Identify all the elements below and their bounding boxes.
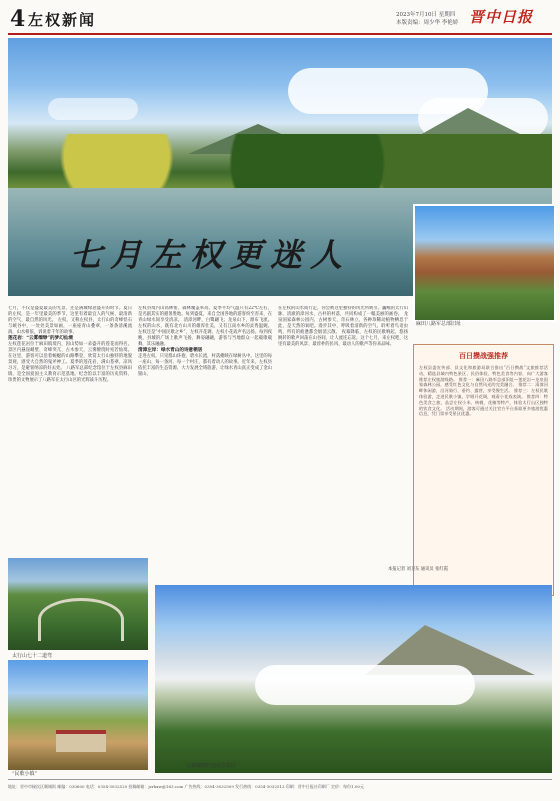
sidebar-title: 百日攒战强推荐 bbox=[459, 351, 508, 360]
photo-caption: 麻田八路军总部旧址 bbox=[416, 321, 462, 327]
footer-info: 地址：晋中市榆次区顺城街 邮编：030600 电话：0354-3032520 投稿邮箱：jzrbxw@163.com 广告热线：0354-3032509 发行热线：0354-3032513 印刷：晋中日报社印刷厂 定价：每份1.00元 bbox=[8, 784, 364, 789]
footer-rule bbox=[8, 779, 552, 780]
article-column-2 bbox=[138, 306, 272, 568]
date-line: 2023年7月10日 星期四 bbox=[396, 12, 456, 18]
photo-memorial bbox=[413, 204, 556, 322]
cloud bbox=[48, 98, 138, 120]
photo-mountain-road bbox=[8, 558, 148, 650]
building bbox=[56, 730, 106, 752]
article-column-3 bbox=[278, 306, 408, 568]
article-body: 走进左权，只见群山环抱、碧水长流，村落掩映在绿树丛中。这里的每一座山、每一条河、每一个村庄，都有着动人的故事。近年来，左权县依托丰富的生态资源，大力发展全域旅游，让绿水青山真正变成了金山银山。 bbox=[138, 354, 272, 377]
page-number: 4 bbox=[10, 6, 26, 32]
page-header bbox=[0, 0, 560, 34]
sidebar-box bbox=[413, 344, 554, 596]
tree-line bbox=[8, 134, 552, 192]
masthead-logo: 晋中日报 bbox=[469, 8, 534, 26]
article-column-1 bbox=[8, 306, 132, 554]
photo-lotus-rock bbox=[155, 585, 552, 773]
editor-line: 本版责编：周少华 李艳娇 bbox=[396, 20, 459, 26]
road bbox=[38, 598, 124, 641]
article-body: 在左权的山水间行走，你会被这里独特的风光所吸引。巍峨的太行山脉、清澈的漳河水、古朴的村落，共同构成了一幅美丽的画卷。 龙泉国家森林公园内，古树参天、奇石林立，各种珍稀动植物栖息于此，是天然的氧吧。漫步其中，呼吸着清新的空气，聆听着鸟语虫鸣，所有的疲惫都会烟消云散。 夜幕降临，左权的民歌响起，悠扬婉转的歌声回荡在山谷间，让人流连忘返。这个七月，来左权吧，这里有最美的风景、最淳朴的民风、最动人的歌声等你来品味。 bbox=[278, 306, 408, 347]
header-rule bbox=[8, 33, 552, 35]
article-body: 左权莲花岩位于麻田镇境内，因山势如一朵盛开的莲花而得名。景区内悬崖峭壁、奇峰突兀、古木参天，云雾缭绕时宛若仙境。在这里，游客可以沿着蜿蜒的山路攀登，欣赏太行山独特的地貌景观，感受大自然的鬼斧神工。夏季的莲花岩，满山苍翠，凉风习习，是避暑纳凉的好去处。 八路军总部纪念馆位于左权县麻田镇，是全国爱国主义教育示范基地。纪念馆以丰富的历史资料、珍贵的文物展示了八路军在太行山区的光辉战斗历程。 bbox=[8, 342, 132, 383]
photo-caption: 云雾缭绕的莲花岩景区 bbox=[186, 763, 237, 769]
article-body: 左权县境内山高林密，森林覆盖率高，夏季平均气温只有22℃左右，是名副其实的避暑胜地。每到盛夏，来自全国各地的游客纷至沓来，在青山绿水间享受清凉。 清漳河畔，白鹭翩飞；龙泉山下，瀑布飞流。左权的山水，既有北方山川的雄浑壮美，又有江南水乡的灵秀温婉。 左权还是“中国民歌之乡”，左权开花调、左权小花戏声名远扬。每到夜晚，县城的广场上歌声飞扬、舞姿翩翩，游客与当地群众一起载歌载舞，其乐融融。 bbox=[138, 306, 272, 347]
article-subheading: 莲花岩：“云雾缥缈”的梦幻仙境 bbox=[8, 336, 74, 341]
section-title: 左权新闻 bbox=[28, 11, 97, 29]
sidebar-text: 左权县委宣传部、县文化和旅游局联合推出“百日攒战”文旅推荐活动，精选县域内特色景区、民俗体验、特色美食等内容，向广大游客推荐左权旅游线路。 推荐一：麻田八路军总部旧址—莲花岩—龙泉国家森林公园，感受红色文化与自然风光的完美融合。 推荐二：清漳河畔休闲游，沿河骑行、垂钓、露营，享受慢生活。 推荐三：左权民歌体验游，走进民歌小镇，学唱开花调，观看小花戏表演。 推荐四：特色美食之旅，品尝左权小米、核桃、花椒等特产，体验太行山区独特的饮食文化。 活动期间，游客可通过关注官方平台获取更多旅游优惠信息，凭门票享受景区优惠。 bbox=[419, 365, 548, 417]
photo-folk-town bbox=[8, 660, 148, 770]
photo-caption: 太行山七十二道弯 bbox=[12, 653, 53, 659]
article-subheading: 清漳左岸：绿水青山的诗意栖居 bbox=[138, 348, 203, 353]
cloud bbox=[255, 665, 475, 705]
byline: 本报记者 刘卫东 通讯员 张红霞 bbox=[388, 567, 448, 572]
headline: 七月左权更迷人 bbox=[70, 236, 351, 274]
article-lead: 七月，不仅是盛夏最美的光景，还是满城绿意盛开的时节。夏日的左权，是一年里最美的季节，这里有着最宜人的气候、最清新的空气、最自然的风光。 左权，又称左权县，太行山的奇峰怪石与峡谷中，一处处美景如画，一座座青山叠翠，一条条清溪流淌，山水相依，诉说着千年的故事。 bbox=[8, 306, 132, 335]
photo-caption: “民歌小镇” bbox=[12, 771, 38, 777]
